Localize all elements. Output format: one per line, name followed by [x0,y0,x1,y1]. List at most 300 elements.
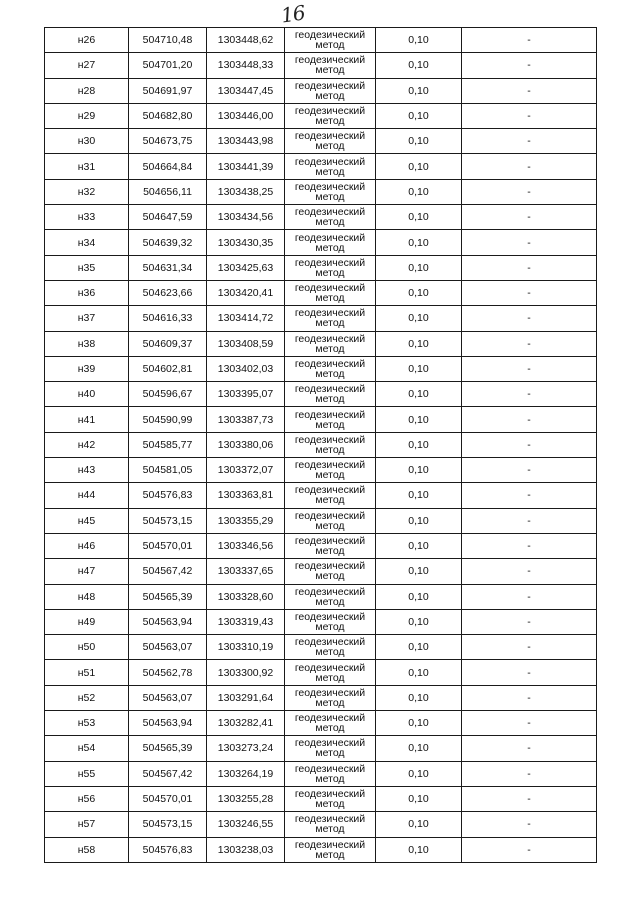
method-line-1: геодезический [294,813,366,826]
y-coordinate-cell: 1303246,55 [207,812,285,837]
table-row [45,458,597,483]
method-line-1: геодезический [294,838,366,851]
point-label-cell: н43 [45,458,129,483]
method-cell [285,331,376,356]
description-cell: - [462,786,597,811]
description-cell: - [462,533,597,558]
table-row [45,635,597,660]
x-coordinate-cell: 504570,01 [129,786,207,811]
x-coordinate-cell: 504565,39 [129,584,207,609]
table-row [45,432,597,457]
y-coordinate-cell: 1303372,07 [207,458,285,483]
method-line-1: геодезический [294,610,366,623]
x-coordinate-cell: 504682,80 [129,103,207,128]
accuracy-cell: 0,10 [376,483,462,508]
table-row [45,205,597,230]
accuracy-cell: 0,10 [376,205,462,230]
accuracy-cell: 0,10 [376,179,462,204]
accuracy-cell: 0,10 [376,786,462,811]
method-line-2: метод [315,595,345,608]
table-row [45,53,597,78]
y-coordinate-cell: 1303310,19 [207,635,285,660]
point-label-cell: н46 [45,533,129,558]
accuracy-cell: 0,10 [376,129,462,154]
method-cell [285,356,376,381]
y-coordinate-cell: 1303328,60 [207,584,285,609]
accuracy-cell: 0,10 [376,255,462,280]
description-cell: - [462,407,597,432]
description-cell: - [462,356,597,381]
point-label-cell: н55 [45,761,129,786]
method-line-1: геодезический [294,661,366,674]
method-line-2: метод [315,798,345,811]
table-row [45,837,597,862]
method-cell [285,28,376,53]
method-cell [285,761,376,786]
description-cell: - [462,559,597,584]
point-label-cell: н47 [45,559,129,584]
accuracy-cell: 0,10 [376,736,462,761]
method-cell [285,458,376,483]
x-coordinate-cell: 504623,66 [129,280,207,305]
accuracy-cell: 0,10 [376,533,462,558]
y-coordinate-cell: 1303291,64 [207,685,285,710]
table-row [45,154,597,179]
x-coordinate-cell: 504701,20 [129,53,207,78]
point-label-cell: н28 [45,78,129,103]
x-coordinate-cell: 504585,77 [129,432,207,457]
accuracy-cell: 0,10 [376,53,462,78]
method-cell [285,635,376,660]
method-cell [285,508,376,533]
method-cell [285,786,376,811]
table-row [45,685,597,710]
method-line-1: геодезический [294,383,366,396]
y-coordinate-cell: 1303402,03 [207,356,285,381]
x-coordinate-cell: 504596,67 [129,382,207,407]
description-cell: - [462,483,597,508]
table-row [45,255,597,280]
method-cell [285,736,376,761]
method-line-2: метод [315,115,345,128]
method-cell [285,660,376,685]
accuracy-cell: 0,10 [376,103,462,128]
x-coordinate-cell: 504563,07 [129,635,207,660]
method-line-1: геодезический [294,256,366,269]
x-coordinate-cell: 504570,01 [129,533,207,558]
x-coordinate-cell: 504647,59 [129,205,207,230]
table-row [45,812,597,837]
method-cell [285,53,376,78]
method-cell [285,306,376,331]
description-cell: - [462,78,597,103]
table-row [45,230,597,255]
description-cell: - [462,736,597,761]
point-label-cell: н50 [45,635,129,660]
accuracy-cell: 0,10 [376,559,462,584]
x-coordinate-cell: 504573,15 [129,812,207,837]
table-row [45,786,597,811]
accuracy-cell: 0,10 [376,432,462,457]
accuracy-cell: 0,10 [376,812,462,837]
y-coordinate-cell: 1303387,73 [207,407,285,432]
accuracy-cell: 0,10 [376,584,462,609]
accuracy-cell: 0,10 [376,761,462,786]
method-line-1: геодезический [294,155,366,168]
accuracy-cell: 0,10 [376,609,462,634]
method-line-2: метод [315,368,345,380]
method-line-1: геодезический [294,762,366,775]
x-coordinate-cell: 504565,39 [129,736,207,761]
description-cell: - [462,660,597,685]
point-label-cell: н52 [45,685,129,710]
method-line-2: метод [315,646,345,659]
method-line-2: метод [315,342,345,355]
description-cell: - [462,382,597,407]
x-coordinate-cell: 504590,99 [129,407,207,432]
description-cell: - [462,761,597,786]
x-coordinate-cell: 504562,78 [129,660,207,685]
method-cell [285,533,376,558]
description-cell: - [462,432,597,457]
method-cell [285,78,376,103]
x-coordinate-cell: 504609,37 [129,331,207,356]
point-label-cell: н53 [45,711,129,736]
method-line-2: метод [315,848,345,861]
method-line-1: геодезический [294,206,366,219]
method-line-2: метод [315,292,345,305]
method-line-2: метод [315,140,345,153]
method-line-2: метод [315,216,345,229]
table-row [45,711,597,736]
point-label-cell: н57 [45,812,129,837]
y-coordinate-cell: 1303448,33 [207,53,285,78]
method-line-1: геодезический [294,180,366,193]
method-cell [285,154,376,179]
point-label-cell: н30 [45,129,129,154]
method-line-2: метод [315,190,345,203]
table-row [45,660,597,685]
description-cell: - [462,609,597,634]
method-line-2: метод [315,443,345,456]
x-coordinate-cell: 504576,83 [129,837,207,862]
table-row [45,508,597,533]
method-line-1: геодезический [294,54,366,67]
method-cell [285,584,376,609]
description-cell: - [462,812,597,837]
table-row [45,407,597,432]
x-coordinate-cell: 504563,94 [129,609,207,634]
table-row [45,306,597,331]
method-line-1: геодезический [294,408,366,421]
table-row [45,533,597,558]
y-coordinate-cell: 1303446,00 [207,103,285,128]
point-label-cell: н48 [45,584,129,609]
method-line-1: геодезический [294,535,366,548]
accuracy-cell: 0,10 [376,660,462,685]
table-row [45,483,597,508]
method-cell [285,609,376,634]
accuracy-cell: 0,10 [376,837,462,862]
description-cell: - [462,129,597,154]
method-cell [285,255,376,280]
description-cell: - [462,837,597,862]
point-label-cell: н26 [45,28,129,53]
table-row [45,78,597,103]
point-label-cell: н39 [45,356,129,381]
method-line-1: геодезический [294,459,366,472]
table-row [45,103,597,128]
method-line-1: геодезический [294,484,366,497]
point-label-cell: н42 [45,432,129,457]
description-cell: - [462,306,597,331]
method-line-2: метод [315,494,345,507]
point-label-cell: н36 [45,280,129,305]
accuracy-cell: 0,10 [376,635,462,660]
method-line-1: геодезический [294,712,366,725]
y-coordinate-cell: 1303448,62 [207,28,285,53]
x-coordinate-cell: 504710,48 [129,28,207,53]
method-line-2: метод [315,393,345,406]
method-line-1: геодезический [294,788,366,801]
description-cell: - [462,508,597,533]
y-coordinate-cell: 1303441,39 [207,154,285,179]
method-cell [285,837,376,862]
method-line-1: геодезический [294,433,366,446]
method-line-1: геодезический [294,560,366,573]
description-cell: - [462,205,597,230]
method-cell [285,559,376,584]
x-coordinate-cell: 504563,07 [129,685,207,710]
method-line-2: метод [315,570,345,583]
point-label-cell: н40 [45,382,129,407]
accuracy-cell: 0,10 [376,458,462,483]
description-cell: - [462,331,597,356]
y-coordinate-cell: 1303447,45 [207,78,285,103]
method-line-2: метод [315,519,345,532]
table-row [45,28,597,53]
x-coordinate-cell: 504616,33 [129,306,207,331]
y-coordinate-cell: 1303282,41 [207,711,285,736]
x-coordinate-cell: 504602,81 [129,356,207,381]
method-cell [285,230,376,255]
point-label-cell: н58 [45,837,129,862]
point-label-cell: н33 [45,205,129,230]
point-label-cell: н44 [45,483,129,508]
table-row [45,179,597,204]
method-line-2: метод [315,469,345,482]
method-line-1: геодезический [294,79,366,92]
method-line-2: метод [315,671,345,684]
method-line-1: геодезический [294,105,366,118]
point-label-cell: н45 [45,508,129,533]
accuracy-cell: 0,10 [376,382,462,407]
x-coordinate-cell: 504656,11 [129,179,207,204]
method-line-1: геодезический [294,686,366,699]
table-body [45,28,597,863]
method-line-2: метод [315,39,345,52]
method-line-1: геодезический [294,307,366,320]
y-coordinate-cell: 1303346,56 [207,533,285,558]
method-line-2: метод [315,418,345,431]
method-line-1: геодезический [294,231,366,244]
x-coordinate-cell: 504673,75 [129,129,207,154]
y-coordinate-cell: 1303255,28 [207,786,285,811]
accuracy-cell: 0,10 [376,356,462,381]
x-coordinate-cell: 504631,34 [129,255,207,280]
point-label-cell: н51 [45,660,129,685]
table-row [45,736,597,761]
method-line-2: метод [315,317,345,330]
method-line-1: геодезический [294,130,366,143]
method-cell [285,280,376,305]
method-line-1: геодезический [294,737,366,750]
x-coordinate-cell: 504573,15 [129,508,207,533]
table-row [45,609,597,634]
method-line-2: метод [315,772,345,785]
method-cell [285,205,376,230]
point-label-cell: н35 [45,255,129,280]
method-line-2: метод [315,165,345,178]
accuracy-cell: 0,10 [376,685,462,710]
method-line-2: метод [315,722,345,735]
description-cell: - [462,154,597,179]
accuracy-cell: 0,10 [376,508,462,533]
y-coordinate-cell: 1303380,06 [207,432,285,457]
boundary-points-table [44,27,597,863]
point-label-cell: н54 [45,736,129,761]
description-cell: - [462,685,597,710]
y-coordinate-cell: 1303414,72 [207,306,285,331]
method-line-1: геодезический [294,585,366,598]
x-coordinate-cell: 504567,42 [129,559,207,584]
description-cell: - [462,103,597,128]
point-label-cell: н34 [45,230,129,255]
description-cell: - [462,28,597,53]
method-line-2: метод [315,64,345,77]
point-label-cell: н41 [45,407,129,432]
table-row [45,129,597,154]
description-cell: - [462,584,597,609]
method-line-2: метод [315,747,345,760]
y-coordinate-cell: 1303363,81 [207,483,285,508]
table-row [45,382,597,407]
description-cell: - [462,280,597,305]
point-label-cell: н56 [45,786,129,811]
method-cell [285,407,376,432]
method-line-2: метод [315,545,345,558]
accuracy-cell: 0,10 [376,28,462,53]
y-coordinate-cell: 1303425,63 [207,255,285,280]
y-coordinate-cell: 1303420,41 [207,280,285,305]
y-coordinate-cell: 1303430,35 [207,230,285,255]
point-label-cell: н37 [45,306,129,331]
method-line-2: метод [315,241,345,254]
method-cell [285,432,376,457]
accuracy-cell: 0,10 [376,280,462,305]
y-coordinate-cell: 1303408,59 [207,331,285,356]
method-line-2: метод [315,696,345,709]
method-cell [285,179,376,204]
accuracy-cell: 0,10 [376,407,462,432]
method-cell [285,812,376,837]
y-coordinate-cell: 1303273,24 [207,736,285,761]
point-label-cell: н29 [45,103,129,128]
method-line-2: метод [315,823,345,836]
x-coordinate-cell: 504664,84 [129,154,207,179]
table-row [45,761,597,786]
method-cell [285,129,376,154]
method-line-1: геодезический [294,358,366,370]
x-coordinate-cell: 504563,94 [129,711,207,736]
y-coordinate-cell: 1303337,65 [207,559,285,584]
description-cell: - [462,53,597,78]
accuracy-cell: 0,10 [376,306,462,331]
y-coordinate-cell: 1303355,29 [207,508,285,533]
y-coordinate-cell: 1303264,19 [207,761,285,786]
x-coordinate-cell: 504639,32 [129,230,207,255]
accuracy-cell: 0,10 [376,78,462,103]
method-line-1: геодезический [294,636,366,649]
method-line-1: геодезический [294,282,366,295]
point-label-cell: н27 [45,53,129,78]
accuracy-cell: 0,10 [376,154,462,179]
method-line-2: метод [315,620,345,633]
y-coordinate-cell: 1303438,25 [207,179,285,204]
y-coordinate-cell: 1303395,07 [207,382,285,407]
y-coordinate-cell: 1303443,98 [207,129,285,154]
method-cell [285,382,376,407]
y-coordinate-cell: 1303300,92 [207,660,285,685]
accuracy-cell: 0,10 [376,331,462,356]
table-row [45,559,597,584]
x-coordinate-cell: 504581,05 [129,458,207,483]
point-label-cell: н38 [45,331,129,356]
method-line-2: метод [315,89,345,102]
table-row [45,584,597,609]
description-cell: - [462,179,597,204]
y-coordinate-cell: 1303434,56 [207,205,285,230]
method-line-2: метод [315,266,345,279]
accuracy-cell: 0,10 [376,711,462,736]
table-row [45,280,597,305]
method-cell [285,685,376,710]
method-cell [285,483,376,508]
x-coordinate-cell: 504567,42 [129,761,207,786]
x-coordinate-cell: 504691,97 [129,78,207,103]
description-cell: - [462,255,597,280]
description-cell: - [462,711,597,736]
accuracy-cell: 0,10 [376,230,462,255]
method-cell [285,103,376,128]
method-line-1: геодезический [294,509,366,522]
method-line-1: геодезический [294,332,366,345]
point-label-cell: н31 [45,154,129,179]
description-cell: - [462,635,597,660]
x-coordinate-cell: 504576,83 [129,483,207,508]
method-line-1: геодезический [294,29,366,42]
table-row [45,356,597,381]
handwritten-page-number: 16 [279,0,307,28]
y-coordinate-cell: 1303238,03 [207,837,285,862]
description-cell: - [462,458,597,483]
point-label-cell: н32 [45,179,129,204]
point-label-cell: н49 [45,609,129,634]
table-row [45,331,597,356]
description-cell: - [462,230,597,255]
method-cell [285,711,376,736]
y-coordinate-cell: 1303319,43 [207,609,285,634]
